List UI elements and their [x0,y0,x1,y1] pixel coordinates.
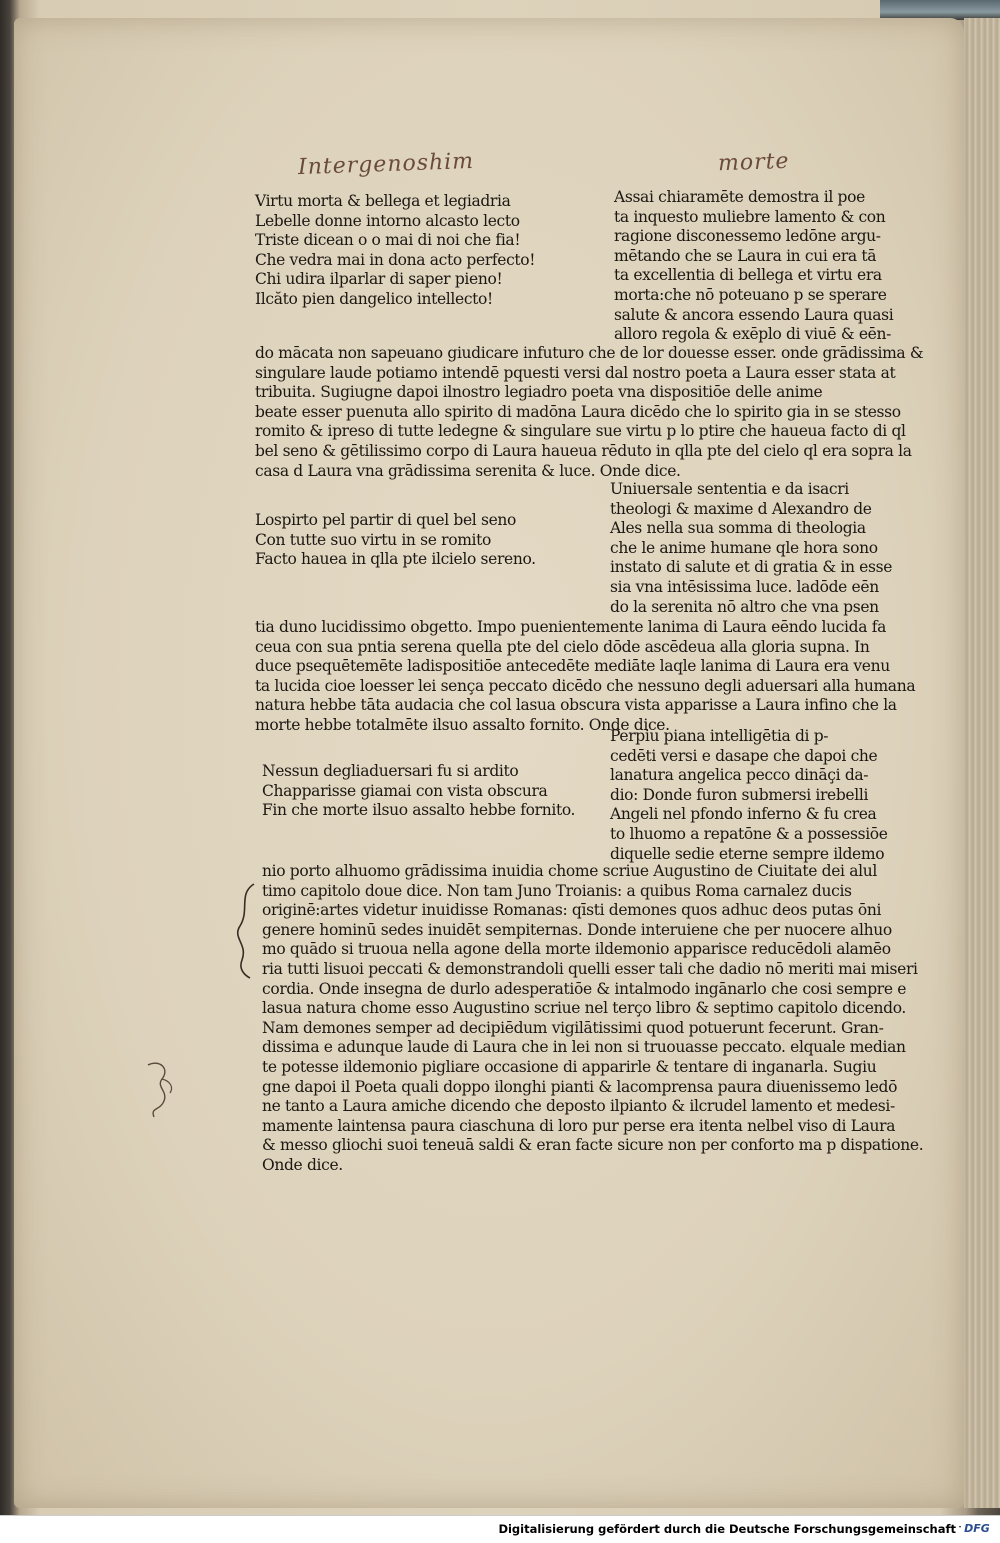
text-line: diquelle sedie eterne sempre ildemo [610,844,885,863]
paragraph-block-1 [255,344,923,481]
text-line: Che vedra mai in dona acto perfecto! [255,250,536,269]
text-line: Onde dice. [262,1155,343,1174]
text-line: Chi udira ilparlar di saper pieno! [255,270,503,289]
verse-block-3 [262,762,575,821]
text-line: Ilcăto pien dangelico intellecto! [255,289,493,308]
text-line: te potesse ildemonio pigliare occasione di apparirle & tentare di inganarla. Sugiu [262,1057,877,1076]
manuscript-note-left: Intergenoshim [297,148,475,181]
text-line: tribuita. Sugiugne dapoi ilnostro legiadro poeta vna dispositiōe delle anime [255,383,823,402]
manuscript-note-right: morte [717,148,790,177]
text-line: do mācata non sapeuano giudicare infuturo che de lor douesse esser. onde grādissima & [255,344,924,362]
paragraph-block-2 [255,618,915,736]
text-line: morta:che nō poteuano p se sperare [614,285,887,304]
text-line: ne tanto a Laura amiche dicendo che deposto ilpianto & ilcrudel lamento et medesi- [262,1097,895,1116]
text-line: genere hominū sedes inuidēt sempiternas. Donde interuiene che per nuocere alhuo [262,920,892,939]
text-line: morte hebbe totalmēte ilsuo assalto fornito. Onde dice. [255,715,670,734]
dfg-logo-icon: DFG [964,1522,990,1535]
text-line: tia duno lucidissimo obgetto. Impo puenientemente lanima di Laura eēndo lucida fa [255,618,886,636]
text-line: lasua natura chome esso Augustino scriue nel terço libro & septimo capitolo dicendo. [262,999,907,1018]
text-line: dissima e adunque laude di Laura che in lei non si truouasse peccato. elquale median [262,1038,906,1057]
text-line: ta excellentia di bellega et virtu era [614,266,882,285]
text-line: ragione disconessemo ledōne argu- [614,227,881,246]
text-line: mamente laintensa paura ciaschuna di loro pur perse era itenta nelbel viso di Laura [262,1116,896,1135]
marginal-bracket-mark [228,880,264,980]
commentary-block-1 [614,188,893,345]
text-line: dio: Donde furon submersi irebelli [610,785,869,804]
text-line: singulare laude potiamo intendē pquesti versi dal nostro poeta a Laura esser stata at [255,363,896,382]
text-line: natura hebbe tāta audacia che col lasua obscura vista apparisse a Laura infino che la [255,696,897,715]
text-line: ta lucida cioe loesser lei sença peccato dicēdo che nessuno degli aduersari alla humana [255,676,916,695]
text-line: theologi & maxime d Alexandro de [610,499,872,518]
text-line: Nam demones semper ad decipiēdum vigilātissimi quod potuerunt fecerunt. Gran- [262,1018,884,1037]
text-line: mētando che se Laura in cui era tā [614,246,877,265]
text-line: romito & ipreso di tutte ledegne & singulare sue virtu p lo ptire che haueua facto di ql [255,422,906,441]
text-line: casa d Laura vna grādissima serenita & luce. Onde dice. [255,461,681,480]
footer-bar [0,1515,1000,1543]
page-stack-edge [964,18,1000,1508]
text-line: beate esser puenuta allo spirito di madōna Laura dicēdo che lo spirito gia in se stesso [255,402,901,421]
text-line: do la serenita nō altro che vna psen [610,597,879,616]
text-line: cedēti versi e dasape che dapoi che [610,746,878,765]
text-line: bel seno & gētilissimo corpo di Laura haueua rēduto in qlla pte del cielo ql era sopra la [255,441,912,460]
text-line: che le anime humane qle hora sono [610,538,878,557]
text-line: Lospirto pel partir di quel bel seno [255,511,517,529]
text-line: sia vna intēsissima luce. ladōde eēn [610,577,879,596]
text-line: to lhuomo a repatōne & a possessiōe [610,824,888,843]
text-line: salute & ancora essendo Laura quasi [614,305,894,324]
verse-block-2 [255,511,536,570]
text-line: instato di salute et di gratia & in esse [610,558,893,577]
text-line: duce psequētemēte ladispositiōe antecedēte mediāte laqle lanima di Laura era venu [255,657,890,676]
text-line: originē:artes videtur inuidisse Romanas: qīsti demones quos adhuc deos putas ōni [262,901,882,920]
text-line: cordia. Onde insegna de durlo adesperatiōe & intalmodo ingānarlo che cosi sempre e [262,979,907,998]
text-line: Angeli nel pfondo inferno & fu crea [610,805,877,824]
text-line: Nessun degliaduersari fu si ardito [262,762,519,780]
text-line: mo quādo si truoua nella agone della morte ildemonio apparisce reducēdoli alamēo [262,940,891,959]
text-line: ria tutti lisuoi peccati & demonstrandoli quelli esser tali che dadio nō meriti mai miseri [262,959,918,978]
text-line: timo capitolo doue dice. Non tam Juno Troianis: a quibus Roma carnalez ducis [262,881,852,900]
text-line: Uniuersale sententia e da isacri [610,480,849,498]
text-line: Assai chiaramēte demostra il poe [614,188,865,206]
footer-credit: Digitalisierung gefördert durch die Deutsche Forschungsgemeinschaft [498,1522,956,1536]
footer-separator: · [958,1520,962,1534]
text-line: Fin che morte ilsuo assalto hebbe fornito. [262,801,576,820]
commentary-block-3 [610,727,888,864]
text-line: Chapparisse giamai con vista obscura [262,781,548,800]
verse-block-1 [255,192,535,310]
text-line: Ales nella sua somma di theologia [610,519,866,538]
text-line: Con tutte suo virtu in se romito [255,530,492,549]
text-line: ta inquesto muliebre lamento & con [614,207,886,226]
text-line: Lebelle donne intorno alcasto lecto [255,211,520,230]
text-line: Perpiu piana intelligētia di p- [610,727,829,745]
text-line: gne dapoi il Poeta quali doppo ilonghi pianti & lacomprensa paura diuenissemo ledō [262,1077,898,1096]
text-line: alloro regola & exēplo di viuē & eēn- [614,325,892,344]
text-line: lanatura angelica pecco dināçi da- [610,766,869,785]
commentary-block-2 [610,480,892,617]
text-line: nio porto alhuomo grādissima inuidia chome scriue Augustino de Ciuitate dei alul [262,862,877,880]
text-line: & messo gliochi suoi teneuā saldi & eran facte sicure non per conforto ma p dispatione. [262,1136,924,1155]
marginal-hand-mark [140,1055,180,1125]
text-line: Virtu morta & bellega et legiadria [255,192,511,210]
text-line: Facto hauea in qlla pte ilcielo sereno. [255,550,536,569]
text-line: ceua con sua pntia serena quella pte del cielo dōde ascēdeua alla gloria supna. In [255,637,870,656]
text-line: Triste dicean o o mai di noi che fia! [255,231,521,250]
paragraph-block-3 [262,862,923,1176]
book-edge-top [880,0,1000,20]
